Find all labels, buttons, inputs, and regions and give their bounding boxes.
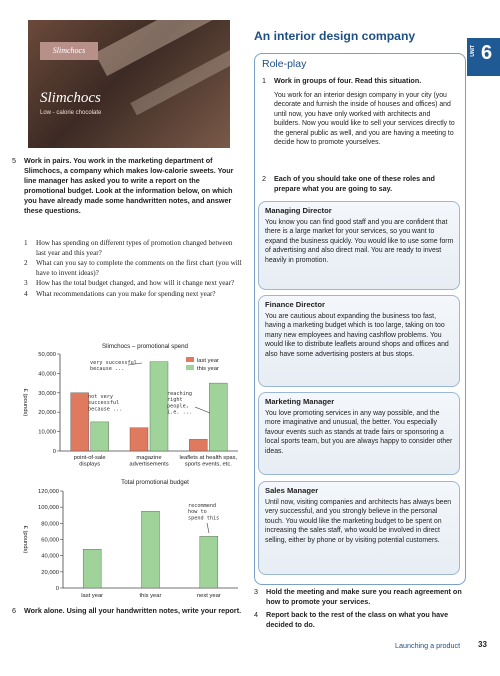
page-number: 33 xyxy=(478,640,487,649)
roleplay-step-2 xyxy=(262,174,457,194)
question-item xyxy=(24,279,244,289)
y-axis-label: £ (pounds) xyxy=(22,388,28,417)
handwritten-note: successful xyxy=(88,400,120,407)
y-tick-label: 30,000 xyxy=(38,390,56,397)
task-number: 6 xyxy=(12,606,16,615)
task-number: 5 xyxy=(12,156,16,165)
chart1-title: Slimchocs – promotional spend xyxy=(102,343,188,350)
step-instruction: Each of you should take one of these roles and prepare what you are going to say. xyxy=(274,174,435,193)
role-description: You love promoting services in any way possible, and the more imaginative and unusual, the better. You especially favour events such as stands at trade fairs or sponsoring a local sports team, but you are always happy to consider other ideas. xyxy=(265,410,453,455)
photo-tagline: Low - calorie chocolate xyxy=(40,110,102,116)
question-number: 1 xyxy=(24,239,28,247)
x-tick-label: next year xyxy=(196,593,221,599)
role-title: Marketing Manager xyxy=(265,397,335,406)
roleplay-step-1 xyxy=(262,76,457,86)
task-5 xyxy=(12,156,242,216)
x-tick-label: this year xyxy=(139,593,162,599)
x-tick-label: displays xyxy=(79,461,101,468)
x-tick-label: sports events, etc. xyxy=(184,461,232,468)
handwritten-note: very successful xyxy=(90,360,137,366)
handwritten-note: i.e. ... xyxy=(167,409,192,416)
question-number: 2 xyxy=(24,259,28,268)
question-number: 4 xyxy=(24,289,28,298)
promotional-spend-chart xyxy=(10,349,242,474)
question-text: How has spending on different types of promotion changed between last year and this year? xyxy=(36,239,233,257)
role-card-marketing-manager xyxy=(258,392,460,475)
handwritten-note: recommend xyxy=(188,503,217,509)
roleplay-step-3 xyxy=(254,587,474,607)
bar xyxy=(83,549,101,588)
situation-text: You work for an interior design company in your city (you decorate and furnish the inside of houses and offices) and until now, you have only worked with architects and builders. Now you would like to sell your services directly to the general public as well, and you are having a meeting to decide how to promote yourselves. xyxy=(274,92,455,147)
y-tick-label: 10,000 xyxy=(38,429,56,436)
y-tick-label: 120,000 xyxy=(38,489,59,495)
bar xyxy=(189,439,207,451)
y-tick-label: 0 xyxy=(52,449,56,455)
unit-number: 6 xyxy=(481,42,493,64)
question-item xyxy=(24,239,244,258)
step-number: 4 xyxy=(254,610,258,619)
total-budget-chart xyxy=(10,485,242,600)
legend-swatch xyxy=(186,357,194,362)
handwritten-note: how to xyxy=(188,509,207,516)
x-tick-label: leaflets at health spas, xyxy=(179,455,238,461)
photo-badge: Slimchocs xyxy=(40,42,98,60)
y-tick-label: 80,000 xyxy=(41,521,59,528)
step-number: 3 xyxy=(254,587,258,596)
question-item xyxy=(24,259,244,278)
step-instruction: Report back to the rest of the class on what you have decided to do. xyxy=(266,610,449,629)
legend-label: this year xyxy=(197,366,219,372)
roleplay-step-4 xyxy=(254,610,474,630)
y-axis-label: £ (pounds) xyxy=(22,525,28,554)
handwritten-note: not very xyxy=(88,394,113,400)
legend-label: last year xyxy=(197,358,219,364)
bar xyxy=(209,383,227,451)
y-tick-label: 20,000 xyxy=(38,410,56,417)
handwritten-note: reaching xyxy=(167,391,192,397)
question-number: 3 xyxy=(24,279,28,288)
handwritten-note: spend this xyxy=(188,515,220,522)
handwritten-note: right xyxy=(167,397,183,404)
bar xyxy=(71,393,89,451)
roleplay-title: Role-play xyxy=(262,58,307,70)
note-arrow xyxy=(195,407,210,413)
y-tick-label: 40,000 xyxy=(41,553,59,560)
legend-swatch xyxy=(186,365,194,370)
x-tick-label: point-of-sale xyxy=(73,455,106,461)
role-description: You know you can find good staff and you are confident that there is a large market for your services, so you want to expand the business quickly. You would like to use some form of advertising and also direct mail. You are ready to invest heavily in promotion. xyxy=(265,219,454,264)
unit-tab xyxy=(467,38,500,76)
photo-brand-name: Slimchocs xyxy=(40,90,101,106)
task-instruction: Work in pairs. You work in the marketing department of Slimchocs, a company which makes low-calorie sweets. Your line manager has asked you to write a report on the promotional budget. Look at the information below, on which you have already made some handwritten notes, and answer these questions. xyxy=(24,156,234,215)
task-instruction: Work alone. Using all your handwritten notes, write your report. xyxy=(24,606,242,615)
bar xyxy=(130,428,148,451)
task-6 xyxy=(12,606,242,616)
section-footer: Launching a product xyxy=(395,641,461,650)
unit-label: UNIT xyxy=(470,45,476,57)
role-title: Managing Director xyxy=(265,206,332,215)
bar xyxy=(150,362,168,451)
role-title: Sales Manager xyxy=(265,486,319,495)
role-card-finance-director xyxy=(258,295,460,387)
y-tick-label: 40,000 xyxy=(38,371,56,378)
y-tick-label: 100,000 xyxy=(38,505,59,512)
x-tick-label: magazine xyxy=(136,455,162,461)
y-tick-label: 60,000 xyxy=(41,537,59,544)
step-instruction: Work in groups of four. Read this situation. xyxy=(274,76,422,85)
question-text: What can you say to complete the comments on the first chart (you will have to invent ideas)? xyxy=(36,259,242,277)
x-tick-label: advertisements xyxy=(129,461,169,468)
chart2-title: Total promotional budget xyxy=(121,479,189,486)
step-number: 1 xyxy=(262,76,266,85)
question-list xyxy=(24,239,244,301)
note-arrow xyxy=(207,523,209,533)
product-photo xyxy=(28,20,230,148)
x-tick-label: last year xyxy=(81,593,104,599)
role-card-sales-manager xyxy=(258,481,460,575)
y-tick-label: 20,000 xyxy=(41,569,59,576)
role-title: Finance Director xyxy=(265,300,325,309)
page-title: An interior design company xyxy=(254,29,416,43)
handwritten-note: people, xyxy=(167,403,189,410)
step-number: 2 xyxy=(262,174,266,183)
handwritten-note: because ... xyxy=(90,366,125,373)
question-text: What recommendations can you make for spending next year? xyxy=(36,289,216,298)
question-item xyxy=(24,290,244,300)
step-instruction: Hold the meeting and make sure you reach agreement on how to promote your services. xyxy=(266,587,462,606)
handwritten-note: because ... xyxy=(88,406,123,413)
question-text: How has the total budget changed, and how will it change next year? xyxy=(36,279,235,288)
bar xyxy=(142,511,160,588)
y-tick-label: 0 xyxy=(55,586,59,592)
role-description: You are cautious about expanding the business too fast, having a marketing budget which is too large, taking on too many new employees and having cashflow problems. You would like to distribute leaflets around shops and offices and also have some advertising posters at bus stops. xyxy=(265,313,449,358)
role-card-managing-director xyxy=(258,201,460,290)
role-description: Until now, visiting companies and architects has always been very successful, and you strongly believe in the personal touch. You would like the marketing budget to be spent on increasing the sales staff, who would be involved in direct selling, either by phone or by visiting potential customers. xyxy=(265,499,452,544)
bar xyxy=(91,422,109,451)
bar xyxy=(200,536,218,588)
y-tick-label: 50,000 xyxy=(38,352,56,358)
